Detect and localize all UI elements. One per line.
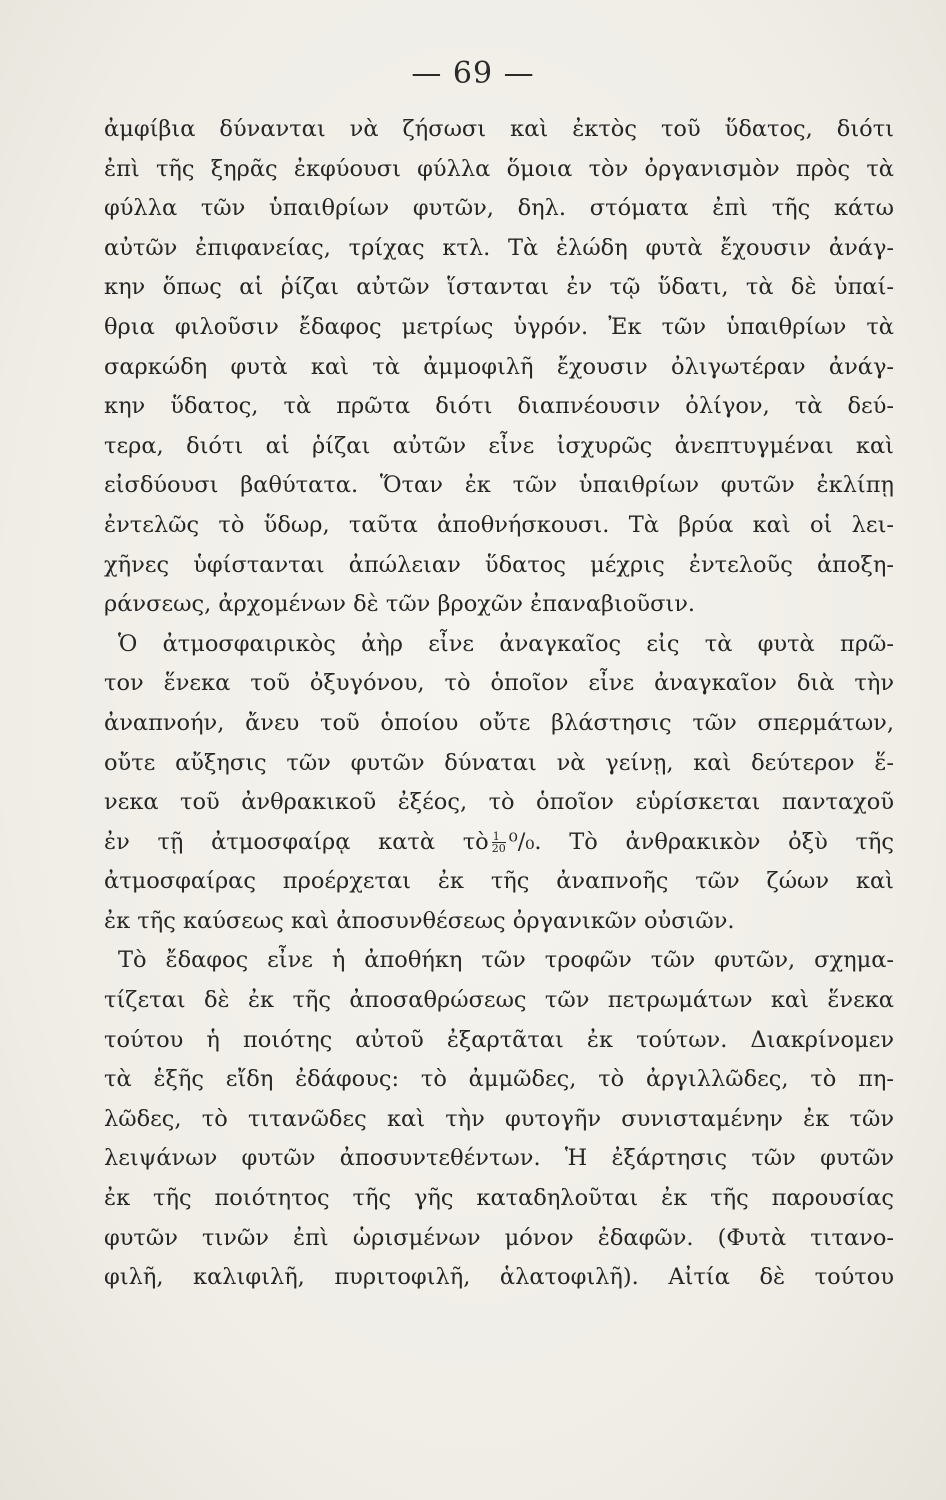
text-line: χῆνες ὑφίστανται ἀπώλειαν ὕδατος μέχρις ἐντελοῦς ἀποξη- [104,551,894,578]
fraction [492,831,506,854]
text-line-with-fraction [104,823,894,863]
body-text [104,110,894,1298]
text-line: ἀμφίβια δύνανται νὰ ζήσωσι καὶ ἐκτὸς τοῦ ὕδατος, διότι [104,116,894,142]
text-line: αὐτῶν ἐπιφανείας, τρίχας κτλ. Τὰ ἑλώδη φυτὰ ἔχουσιν ἀνάγ- [104,234,894,261]
text-line: ἐπὶ τῆς ξηρᾶς ἐκφύουσι φύλλα ὅμοια τὸν ὀργανισμὸν πρὸς τὰ [104,155,894,182]
text-line: νεκα τοῦ ἀνθρακικοῦ ἐξέος, τὸ ὁποῖον εὑρίσκεται πανταχοῦ [104,789,894,816]
text-line: λειψάνων φυτῶν ἀποσυντεθέντων. Ἡ ἐξάρτησις τῶν φυτῶν [104,1145,894,1172]
text-line: ἐκ τῆς ποιότητος τῆς γῆς καταδηλοῦται ἐκ τῆς παρουσίας [104,1185,894,1212]
text-segment: ἐν τῇ ἀτμοσφαίρᾳ κατὰ τὸ [104,828,489,855]
text-line: θρια φιλοῦσιν ἔδαφος μετρίως ὑγρόν. Ἐκ τῶν ὑπαιθρίων τὰ [104,313,894,340]
text-line: τὰ ἑξῆς εἴδη ἐδάφους: τὸ ἀμμῶδες, τὸ ἀργιλλῶδες, τὸ πη- [104,1066,894,1093]
text-line: ἐντελῶς τὸ ὕδωρ, ταῦτα ἀποθνήσκουσι. Τὰ βρύα καὶ οἱ λει- [104,511,894,538]
text-line: κην ὕδατος, τὰ πρῶτα διότι διαπνέουσιν ὀλίγον, τὰ δεύ- [104,393,894,420]
text-line: σαρκώδη φυτὰ καὶ τὰ ἀμμοφιλῆ ἔχουσιν ὀλιγωτέραν ἀνάγ- [104,353,894,380]
text-line: οὔτε αὔξησις τῶν φυτῶν δύναται νὰ γείνῃ, καὶ δεύτερον ἕ- [104,749,894,776]
text-line: ἀναπνοήν, ἄνευ τοῦ ὁποίου οὔτε βλάστησις τῶν σπερμάτων, [104,709,894,736]
page-number: — 69 — [411,56,535,91]
text-line: λῶδες, τὸ τιτανῶδες καὶ τὴν φυτογῆν συνισταμένην ἐκ τῶν [104,1105,894,1132]
text-line: ἀτμοσφαίρας προέρχεται ἐκ τῆς ἀναπνοῆς τῶν ζώων καὶ [104,868,894,895]
fraction-denominator: 20 [491,842,506,856]
text-line: φυτῶν τινῶν ἐπὶ ὡρισμένων μόνον ἐδαφῶν. (Φυτὰ τιτανο- [104,1224,894,1251]
text-line: τερα, διότι αἱ ῥίζαι αὐτῶν εἶνε ἰσχυρῶς ἀνεπτυγμέναι καὶ [104,432,894,459]
text-line: ράνσεως, ἀρχομένων δὲ τῶν βροχῶν ἐπαναβιοῦσιν. [104,591,696,618]
fraction-numerator: 1 [492,831,506,843]
text-line: φιλῆ, καλιφιλῆ, πυριτοφιλῆ, ἁλατοφιλῆ). Αἰτία δὲ τούτου [104,1264,894,1291]
text-line: τούτου ἡ ποιότης αὐτοῦ ἐξαρτᾶται ἐκ τούτων. Διακρίνομεν [104,1026,894,1053]
text-line: Τὸ ἔδαφος εἶνε ἡ ἀποθήκη τῶν τροφῶν τῶν φυτῶν, σχημα- [118,947,894,974]
text-line: φύλλα τῶν ὑπαιθρίων φυτῶν, δηλ. στόματα ἐπὶ τῆς κάτω [104,195,894,222]
text-line: ἐκ τῆς καύσεως καὶ ἀποσυνθέσεως ὀργανικῶν οὐσιῶν. [104,907,735,934]
text-line: τον ἕνεκα τοῦ ὀξυγόνου, τὸ ὁποῖον εἶνε ἀναγκαῖον διὰ τὴν [104,670,894,697]
text-line: εἰσδύουσι βαθύτατα. Ὅταν ἐκ τῶν ὑπαιθρίων φυτῶν ἐκλίπῃ [104,472,894,499]
text-line: Ὁ ἀτμοσφαιρικὸς ἀὴρ εἶνε ἀναγκαῖος εἰς τὰ φυτὰ πρῶ- [118,630,894,657]
text-line: τίζεται δὲ ἐκ τῆς ἀποσαθρώσεως τῶν πετρωμάτων καὶ ἕνεκα [104,987,894,1014]
text-segment: ⁰/₀. Τὸ ἀνθρακικὸν ὀξὺ τῆς [508,828,894,855]
text-line: κην ὅπως αἱ ῥίζαι αὐτῶν ἵστανται ἐν τῷ ὕδατι, τὰ δὲ ὑπαί- [104,274,894,301]
